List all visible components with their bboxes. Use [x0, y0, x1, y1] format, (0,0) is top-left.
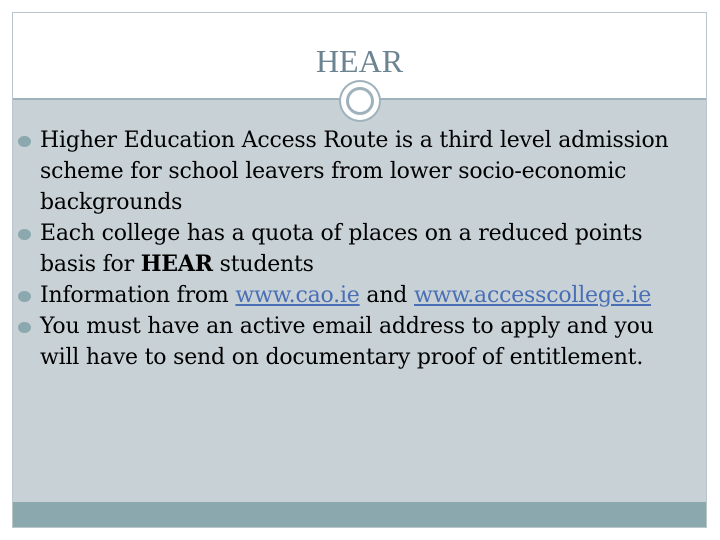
bullet-list [18, 125, 688, 373]
footer-bar [13, 502, 706, 527]
bullet-icon [18, 322, 31, 333]
list-item [18, 280, 688, 311]
bullet-text: students [212, 252, 314, 277]
bullet-text: Higher Education Access Route is a third level admission scheme for school leavers from lower socio-economic backgrounds [40, 128, 669, 215]
bullet-icon [18, 136, 31, 147]
bullet-text: Each college has a quota of places on a reduced points basis for [40, 221, 643, 277]
list-item [18, 311, 688, 373]
slide-title: HEAR [315, 43, 404, 79]
list-item [18, 218, 688, 280]
bullet-icon [18, 229, 31, 240]
hear-bold-text: HEAR [140, 251, 213, 277]
accesscollege-link[interactable]: www.accesscollege.ie [413, 283, 652, 308]
bullet-text: You must have an active email address to apply and you will have to send on documentary proof of entitlement. [40, 314, 654, 370]
ring-ornament-icon [341, 82, 379, 120]
cao-link[interactable]: www.cao.ie [235, 283, 360, 308]
bullet-icon [18, 291, 31, 302]
list-item [18, 125, 688, 218]
bullet-text: Information from [40, 283, 236, 308]
bullet-text: and [359, 283, 414, 308]
